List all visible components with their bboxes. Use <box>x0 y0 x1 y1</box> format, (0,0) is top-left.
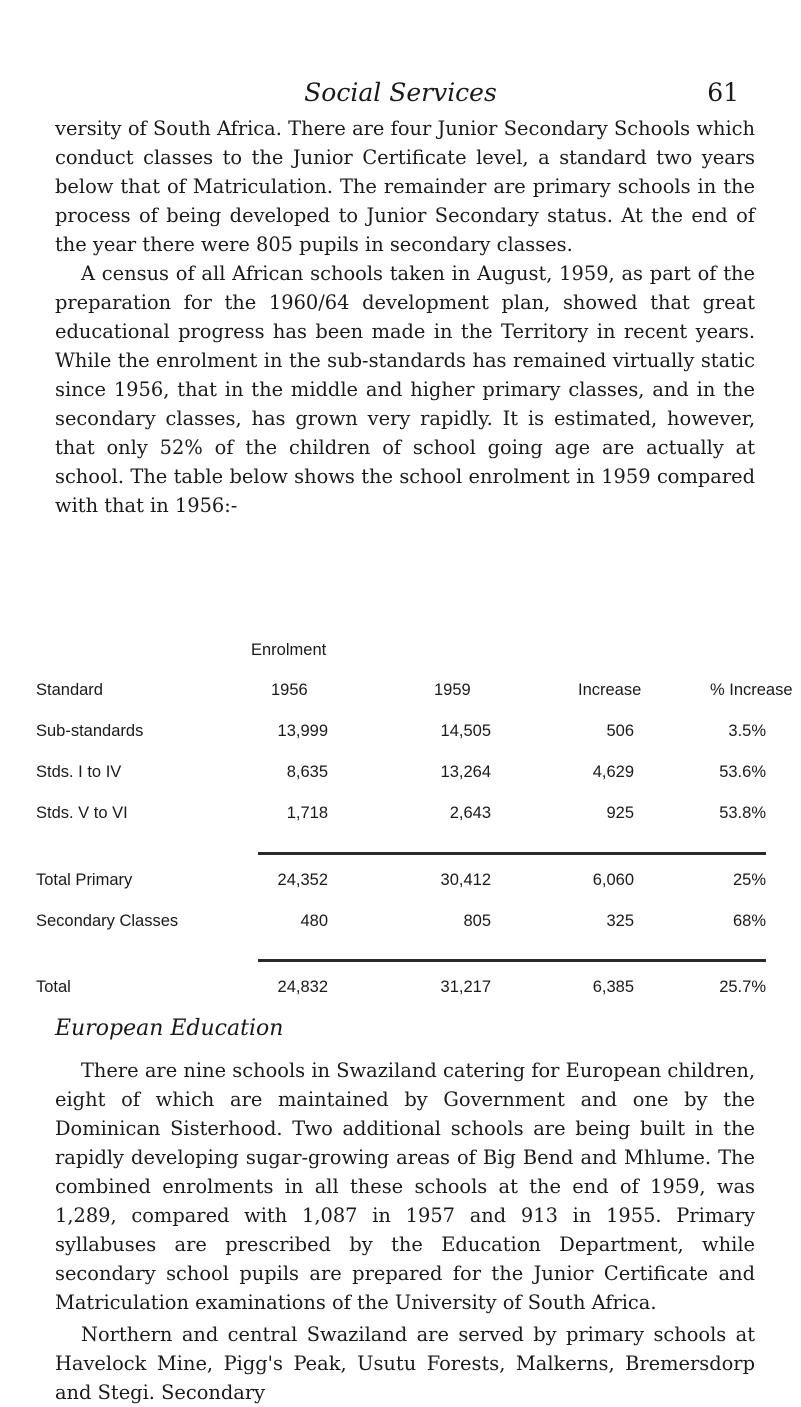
table-row-label: Stds. V to VI <box>36 804 128 822</box>
table-cell: 31,217 <box>440 978 491 996</box>
table-cell: 1,718 <box>286 804 328 822</box>
table-row-label: Stds. I to IV <box>36 763 122 781</box>
table-row-label: Sub-standards <box>36 722 144 740</box>
page-number: 61 <box>707 78 739 107</box>
table-cell: 3.5% <box>728 722 766 740</box>
table-row-label: Secondary Classes <box>36 912 179 930</box>
column-header-pct-increase: % Increase <box>710 681 793 699</box>
table-cell: 25% <box>732 871 766 889</box>
table-cell: 25.7% <box>719 978 766 996</box>
table-row-label: Total <box>36 978 71 996</box>
paragraph-european-schools: There are nine schools in Swaziland catering for European children, eight of which are maintained by Government and one by the Dominican Sisterhood. Two additional schools are being built in the rapidly developing sugar-growing areas of Big Bend and Mhlume. The combined enrolments in all these schools at the end of 1959, was 1,289, compared with 1,087 in 1957 and 913 in 1955. Primary syllabuses are prescribed by the Education Department, while secondary school pupils are prepared for the Junior Certificate and Matriculation examinations of the University of South Africa. <box>55 1059 755 1314</box>
table-cell: 480 <box>300 912 328 930</box>
paragraph-census: A census of all African schools taken in August, 1959, as part of the preparation for the 1960/64 development plan, showed that great educational progress has been made in the Territory in recent years. While the enrolment in the sub-standards has remained virtually static since 1956, that in the middle and higher primary classes, and in the secondary classes, has grown very rapidly. It is estimated, however, that only 52% of the children of school going age are actually at school. The table below shows the school enrolment in 1959 compared with that in 1956:- <box>55 262 755 517</box>
running-title: Social Services <box>304 78 497 107</box>
table-rule <box>258 959 766 962</box>
section-heading: European Education <box>55 1016 284 1041</box>
table-cell: 30,412 <box>440 871 491 889</box>
table-cell: 6,060 <box>592 871 634 889</box>
table-cell: 8,635 <box>286 763 328 781</box>
table-cell: 24,352 <box>277 871 328 889</box>
table-cell: 53.8% <box>719 804 766 822</box>
table-row-label: Total Primary <box>36 871 133 889</box>
table-rule <box>258 852 766 855</box>
column-header-standard: Standard <box>36 681 103 699</box>
table-cell: 925 <box>606 804 634 822</box>
table-cell: 24,832 <box>277 978 328 996</box>
table-cell: 6,385 <box>592 978 634 996</box>
table-cell: 506 <box>606 722 634 740</box>
paragraph-junior-secondary: versity of South Africa. There are four Junior Secondary Schools which conduct classes to the Junior Certificate level, a standard two years below that of Matriculation. The remainder are primary schools in the process of being developed to Junior Secondary status. At the end of the year there were 805 pupils in secondary classes. <box>55 117 755 256</box>
table-cell: 4,629 <box>592 763 634 781</box>
column-header-increase: Increase <box>578 681 642 699</box>
table-cell: 14,505 <box>440 722 491 740</box>
column-header-1959: 1959 <box>434 681 471 699</box>
table-cell: 13,999 <box>277 722 328 740</box>
paragraph-northern-central: Northern and central Swaziland are served by primary schools at Havelock Mine, Pigg's Peak, Usutu Forests, Malkerns, Bremersdorp and Stegi. Secondary <box>55 1323 755 1404</box>
table-cell: 325 <box>606 912 634 930</box>
table-cell: 805 <box>463 912 491 930</box>
page-header <box>0 78 801 118</box>
table-group-header: Enrolment <box>251 641 327 659</box>
table-cell: 68% <box>732 912 766 930</box>
column-header-1956: 1956 <box>271 681 308 699</box>
table-cell: 13,264 <box>440 763 491 781</box>
table-cell: 53.6% <box>719 763 766 781</box>
table-cell: 2,643 <box>449 804 491 822</box>
